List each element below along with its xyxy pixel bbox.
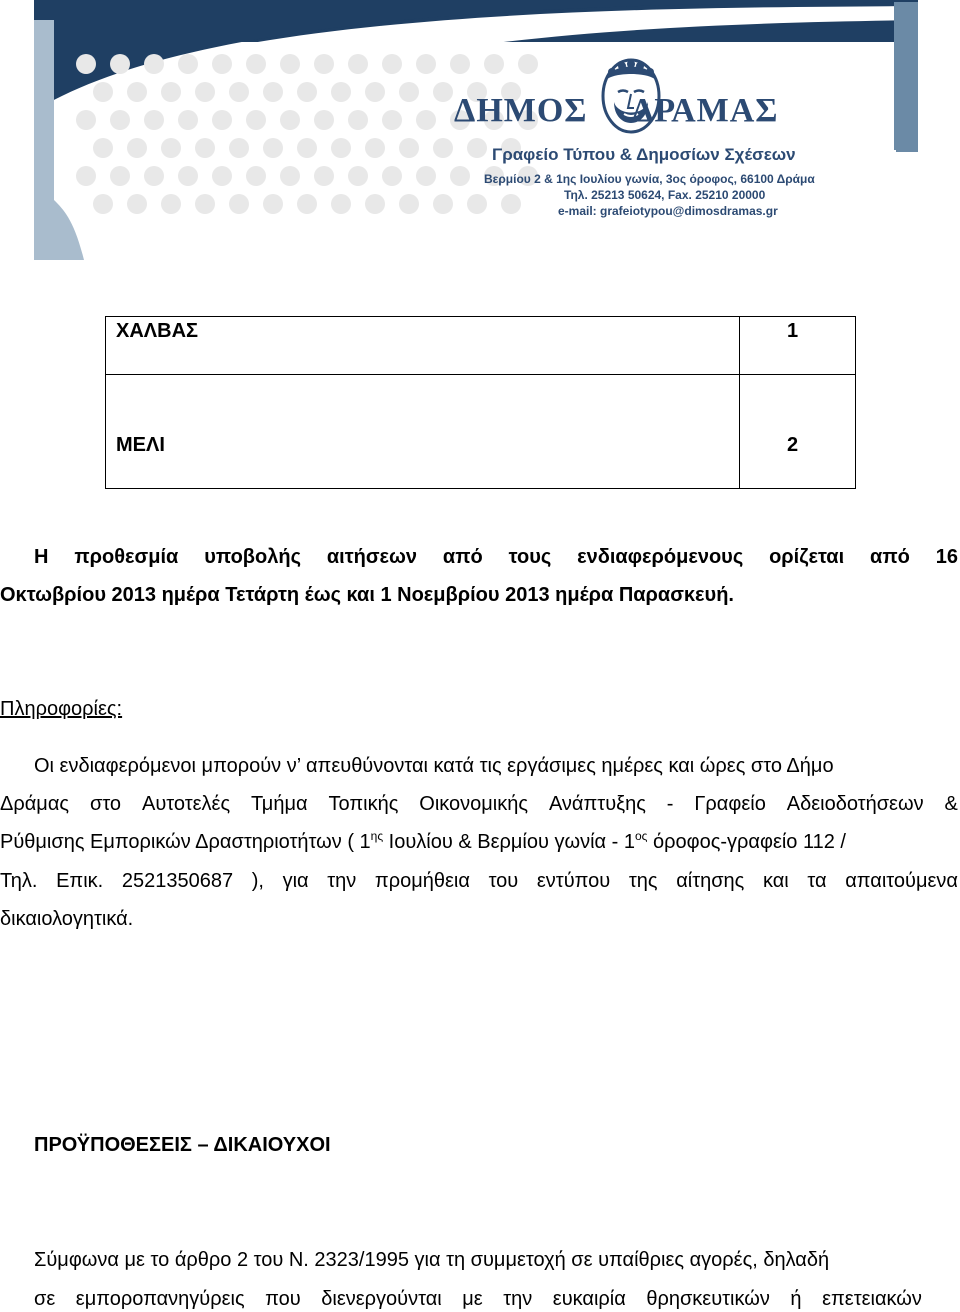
pattern-dot xyxy=(178,54,198,74)
pattern-dot xyxy=(467,138,487,158)
pattern-dot xyxy=(331,194,351,214)
pattern-dot xyxy=(93,82,113,102)
pattern-dot xyxy=(365,82,385,102)
word: ), xyxy=(251,870,264,892)
pattern-dot xyxy=(484,54,504,74)
word: σε xyxy=(34,1288,56,1310)
info-line-3 xyxy=(0,830,846,854)
word: Αδειοδοτήσεων xyxy=(786,793,924,815)
word: στο xyxy=(89,793,122,815)
pattern-dot xyxy=(501,194,521,214)
pattern-dot xyxy=(76,166,96,186)
conditions-line-1: Σύμφωνα με το άρθρο 2 του Ν. 2323/1995 για τη συμμετοχή σε υπαίθριες αγορές, δηλαδή xyxy=(34,1249,830,1271)
pattern-dot xyxy=(127,194,147,214)
word: την xyxy=(327,870,357,892)
table-cell-count: 2 xyxy=(787,434,799,456)
word: αίτησης xyxy=(676,870,745,892)
word: από xyxy=(442,546,483,568)
pattern-dot xyxy=(416,110,436,130)
pattern-dot xyxy=(416,166,436,186)
pattern-dot xyxy=(297,82,317,102)
pattern-dot xyxy=(433,82,453,102)
title-word-dimos: ΔΗΜΟΣ xyxy=(454,92,588,129)
pattern-dot xyxy=(93,194,113,214)
word: Ανάπτυξης xyxy=(548,793,646,815)
pattern-dot xyxy=(144,110,164,130)
word: ενδιαφερόμενους xyxy=(577,546,744,568)
table-cell-count: 1 xyxy=(787,320,799,342)
word: απαιτούμενα xyxy=(845,870,958,892)
info-line-3-part-b: Ιουλίου & Βερμίου γωνία - 1 xyxy=(383,831,635,853)
word: Επικ. xyxy=(56,870,104,892)
word: του xyxy=(488,870,519,892)
pattern-dot xyxy=(229,82,249,102)
ordinal-suffix: ος xyxy=(635,829,648,843)
pattern-dot xyxy=(161,82,181,102)
word: τα xyxy=(807,870,827,892)
pattern-dot xyxy=(314,166,334,186)
pattern-dot xyxy=(399,138,419,158)
word: Τηλ. xyxy=(0,870,38,892)
pattern-dot xyxy=(212,54,232,74)
table-cell-name: ΜΕΛΙ xyxy=(116,434,165,456)
word: & xyxy=(944,793,958,815)
pattern-dot xyxy=(280,166,300,186)
pattern-dot xyxy=(212,166,232,186)
office-address: Βερμίου 2 & 1ης Ιουλίου γωνία, 3ος όροφος, 66100 Δράμα xyxy=(484,172,815,186)
word: από xyxy=(870,546,910,568)
pattern-dot xyxy=(365,194,385,214)
deadline-line-2: Οκτωβρίου 2013 ημέρα Τετάρτη έως και 1 Νοεμβρίου 2013 ημέρα Παρασκευή. xyxy=(0,584,734,606)
pattern-dot xyxy=(416,54,436,74)
word: Δράμας xyxy=(0,793,70,815)
pattern-dot xyxy=(127,138,147,158)
office-email: e-mail: grafeiotypou@dimosdramas.gr xyxy=(558,204,778,218)
pattern-dot xyxy=(450,166,470,186)
info-line-4 xyxy=(0,869,958,893)
word: Τμήμα xyxy=(251,793,308,815)
pattern-dot xyxy=(297,138,317,158)
pattern-dot xyxy=(297,194,317,214)
pattern-dot xyxy=(382,166,402,186)
word: 2521350687 xyxy=(121,870,234,892)
pattern-dot xyxy=(246,166,266,186)
word: με xyxy=(462,1288,483,1310)
word: ορίζεται xyxy=(769,546,845,568)
pattern-dot xyxy=(348,110,368,130)
pattern-dot xyxy=(195,82,215,102)
pattern-dot xyxy=(144,166,164,186)
info-line-3-part-a: Ρύθμισης Εμπορικών Δραστηριοτήτων ( 1 xyxy=(0,831,371,853)
pattern-dot xyxy=(110,166,130,186)
pattern-dot xyxy=(450,54,470,74)
pattern-dot xyxy=(229,138,249,158)
letterhead xyxy=(34,0,918,285)
pattern-dot xyxy=(76,54,96,74)
pattern-dot xyxy=(280,54,300,74)
pattern-dot xyxy=(178,166,198,186)
word: υποβολής xyxy=(204,546,301,568)
pattern-dot xyxy=(433,138,453,158)
pattern-dot xyxy=(212,110,232,130)
word: - xyxy=(666,793,674,815)
word: αιτήσεων xyxy=(326,546,418,568)
word: την xyxy=(503,1288,533,1310)
word: ή xyxy=(790,1288,802,1310)
pattern-dot xyxy=(314,110,334,130)
pattern-dot xyxy=(263,82,283,102)
word: της xyxy=(628,870,658,892)
pattern-dot xyxy=(382,110,402,130)
pattern-dot xyxy=(127,82,147,102)
pattern-dot xyxy=(365,138,385,158)
pattern-dot xyxy=(433,194,453,214)
pattern-dot xyxy=(518,54,538,74)
pattern-dot xyxy=(263,138,283,158)
pattern-dot xyxy=(399,194,419,214)
pattern-dot xyxy=(314,54,334,74)
pattern-dot xyxy=(263,194,283,214)
office-phone: Τηλ. 25213 50624, Fax. 25210 20000 xyxy=(564,188,766,202)
pattern-dot xyxy=(331,82,351,102)
pattern-dot xyxy=(110,54,130,74)
pattern-dot xyxy=(161,194,181,214)
pattern-dot xyxy=(195,138,215,158)
pattern-dot xyxy=(348,54,368,74)
pattern-dot xyxy=(348,166,368,186)
pattern-dot xyxy=(161,138,181,158)
pattern-dot xyxy=(246,54,266,74)
word: εμποροπανηγύρεις xyxy=(75,1288,245,1310)
word: Αυτοτελές xyxy=(142,793,231,815)
products-table xyxy=(105,316,856,489)
conditions-line-2 xyxy=(34,1287,922,1311)
word: και xyxy=(762,870,789,892)
word: επετειακών xyxy=(822,1288,922,1310)
letterhead-dot-pattern xyxy=(74,52,544,222)
word: Η xyxy=(34,546,49,568)
info-line-1: Οι ενδιαφερόμενοι μπορούν ν’ απευθύνονται κατά τις εργάσιμες ημέρες και ώρες στο Δήμο xyxy=(34,755,834,777)
pattern-dot xyxy=(331,138,351,158)
pattern-dot xyxy=(93,138,113,158)
pattern-dot xyxy=(399,82,419,102)
table-column-divider xyxy=(739,317,740,488)
word: που xyxy=(265,1288,301,1310)
pattern-dot xyxy=(110,110,130,130)
info-line-2 xyxy=(0,792,958,816)
word: 16 xyxy=(935,546,958,568)
pattern-dot xyxy=(178,110,198,130)
pattern-dot xyxy=(76,110,96,130)
word: προθεσμία xyxy=(74,546,179,568)
word: τους xyxy=(508,546,552,568)
info-line-3-part-c: όροφος-γραφείο 112 / xyxy=(647,831,846,853)
word: για xyxy=(282,870,309,892)
word: Τοπικής xyxy=(328,793,399,815)
pattern-dot xyxy=(280,110,300,130)
word: Γραφείο xyxy=(694,793,766,815)
pattern-dot xyxy=(246,110,266,130)
table-row-divider xyxy=(106,374,855,375)
pattern-dot xyxy=(144,54,164,74)
word: Οικονομικής xyxy=(419,793,529,815)
pattern-dot xyxy=(195,194,215,214)
ordinal-suffix: ης xyxy=(370,829,384,843)
title-word-dramas: ΔΡΑΜΑΣ xyxy=(632,92,779,129)
word: εντύπου xyxy=(536,870,611,892)
word: προμήθεια xyxy=(374,870,470,892)
word: διενεργούνται xyxy=(321,1288,442,1310)
pattern-dot xyxy=(229,194,249,214)
word: θρησκευτικών xyxy=(646,1288,770,1310)
info-heading: Πληροφορίες: xyxy=(0,698,123,720)
deadline-line-1 xyxy=(34,545,958,569)
pattern-dot xyxy=(382,54,402,74)
info-line-5: δικαιολογητικά. xyxy=(0,908,134,930)
table-cell-name: ΧΑΛΒΑΣ xyxy=(116,320,199,342)
pattern-dot xyxy=(467,194,487,214)
press-office-label: Γραφείο Τύπου & Δημοσίων Σχέσεων xyxy=(492,145,796,164)
word: ευκαιρία xyxy=(552,1288,626,1310)
conditions-heading: ΠΡΟΫΠΟΘΕΣΕΙΣ – ΔΙΚΑΙΟΥΧΟΙ xyxy=(34,1134,331,1156)
